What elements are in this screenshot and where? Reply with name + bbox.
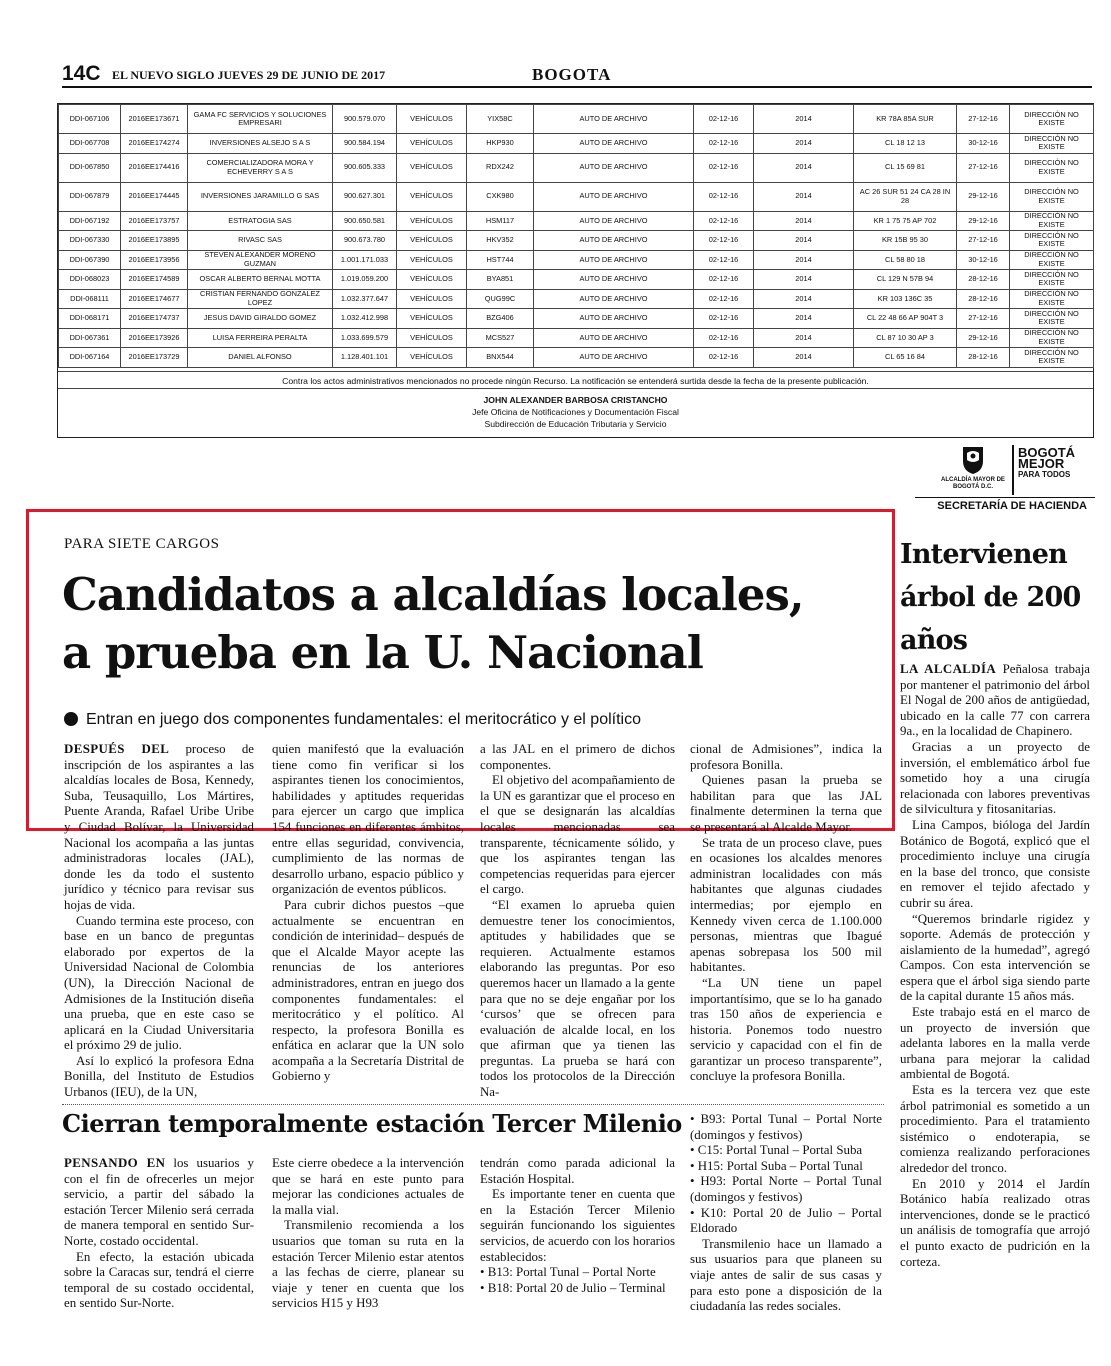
table-cell: 2016EE173671 [121, 105, 188, 134]
newspaper-dateline: EL NUEVO SIGLO JUEVES 29 DE JUNIO DE 2017 [112, 68, 386, 82]
table-cell: 30-12-16 [957, 134, 1010, 154]
table-cell: 02-12-16 [694, 289, 754, 309]
table-cell: AUTO DE ARCHIVO [534, 105, 694, 134]
signer-title: Jefe Oficina de Notificaciones y Documentación Fiscal [472, 407, 679, 417]
table-cell: AUTO DE ARCHIVO [534, 153, 694, 182]
table-cell: VEHÍCULOS [397, 211, 467, 231]
table-cell: QUG99C [467, 289, 534, 309]
table-cell: CL 15 69 81 [854, 153, 957, 182]
table-cell: 02-12-16 [694, 153, 754, 182]
table-row [59, 231, 1094, 251]
table-cell: RDX242 [467, 153, 534, 182]
table-cell: 2014 [754, 289, 854, 309]
table-cell: DDI-067361 [59, 328, 121, 348]
table-cell: 900.584.194 [333, 134, 397, 154]
table-cell: VEHÍCULOS [397, 328, 467, 348]
table-cell: DDI-067106 [59, 105, 121, 134]
signer-name: JOHN ALEXANDER BARBOSA CRISTANCHO [483, 395, 668, 405]
table-cell: CL 18 12 13 [854, 134, 957, 154]
table-cell: 2014 [754, 328, 854, 348]
table-cell: 29-12-16 [957, 328, 1010, 348]
table-cell: DIRECCIÓN NO EXISTE [1010, 270, 1094, 290]
table-cell: HST744 [467, 250, 534, 270]
table-cell: VEHÍCULOS [397, 348, 467, 368]
table-cell: DANIEL ALFONSO [188, 348, 333, 368]
table-cell: 28-12-16 [957, 270, 1010, 290]
table-cell: 900.627.301 [333, 182, 397, 211]
table-cell: 02-12-16 [694, 231, 754, 251]
table-cell: DIRECCIÓN NO EXISTE [1010, 289, 1094, 309]
table-cell: DIRECCIÓN NO EXISTE [1010, 309, 1094, 329]
table-cell: DDI-067390 [59, 250, 121, 270]
story1-column-3: a las JAL en el primero de dichos componentes. El objetivo del acompañamiento de la UN es garantizar que el proceso en el que se designarán las alcaldías locales mencionadas sea transparente, técnicamente sólido, y que los aspirantes tengan las competencias requeridas para ejercer el cargo. “El examen lo aprueba quien demuestre tener los conocimientos, aptitudes y habilidades que se requieren. Actualmente estamos elaborando las preguntas. Por eso queremos hacer un llamado a la gente para que no se deje engañar por los ‘cursos’ que se ofrecen para evaluación de alcalde local, en los que afirman que ya tienen las preguntas. La prueba se hará con todos los protocolos de la Dirección Na- [480, 742, 675, 1100]
story-kicker: PARA SIETE CARGOS [64, 536, 220, 552]
table-cell: OSCAR ALBERTO BERNAL MOTTA [188, 270, 333, 290]
table-cell: STEVEN ALEXANDER MORENO GUZMAN [188, 250, 333, 270]
table-cell: 2014 [754, 153, 854, 182]
table-cell: 27-12-16 [957, 153, 1010, 182]
story1-column-1: DESPUÉS DEL proceso de inscripción de los aspirantes a las alcaldías locales de Bosa, Kennedy, Suba, Teusaquillo, Los Mártires, Puente Aranda, Rafael Uribe Uribe y Ciudad Bolívar, la Universidad Nacional los acompaña a las juntas administradoras locales (JAL), donde les da todo el sustento jurídico y técnico para revisar sus hojas de vida. Cuando termina este proceso, con base en un banco de preguntas elaborado por expertos de la Universidad Nacional de Colombia (UN), la Dirección Nacional de Admisiones de la Institución diseña una prueba, que en este caso se aplicará en la Ciudad Universitaria el próximo 29 de julio. Así lo explicó la profesora Edna Bonilla, del Instituto de Estudios Urbanos (IEU), de la UN, [64, 742, 254, 1100]
route-item: • H93: Portal Norte – Portal Tunal (domingos y festivos) [690, 1174, 882, 1204]
table-row [59, 309, 1094, 329]
table-cell: 2014 [754, 270, 854, 290]
table-cell: 1.128.401.101 [333, 348, 397, 368]
table-cell: 1.001.171.033 [333, 250, 397, 270]
table-cell: 02-12-16 [694, 309, 754, 329]
table-cell: 28-12-16 [957, 348, 1010, 368]
coat-of-arms-icon [960, 445, 986, 475]
story-dek: Entran en juego dos componentes fundamentales: el meritocrático y el político [64, 711, 641, 729]
table-cell: AUTO DE ARCHIVO [534, 231, 694, 251]
table-cell: AUTO DE ARCHIVO [534, 328, 694, 348]
table-cell: 2014 [754, 105, 854, 134]
table-cell: CL 87 10 30 AP 3 [854, 328, 957, 348]
table-cell: 1.032.412.998 [333, 309, 397, 329]
table-cell: 900.605.333 [333, 153, 397, 182]
table-cell: 02-12-16 [694, 134, 754, 154]
story3-column: LA ALCALDÍA Peñalosa trabaja por mantener el patrimonio del árbol El Nogal de 200 años de antigüedad, ubicado en la calle 77 con carrera 9a., en la localidad de Chapinero. Gracias a un proyecto de inversión, el emblemático árbol fue sometido hoy a una cirugía relacionada con labores preventivas de silvicultura y fitosanitarias. Lina Campos, bióloga del Jardín Botánico de Bogotá, explicó que el procedimiento incluye una cirugía en la base del tronco, que consiste en remover el tejido afectado y cubrir su área. “Queremos brindarle rigidez y soporte. Además de protección y aislamiento de la humedad”, agregó Campos. Con esta intervención se espera que el árbol siga siendo parte de la capital durante 15 años más. Este trabajo está en el marco de un proyecto de inversión que adelanta labores en la malla verde urbana para mejorar la calidad ambiental de Bogotá. Esta es la tercera vez que este árbol patrimonial es sometido a un procedimiento. Para el tratamiento sistémico o endoterapia, se comienza realizando perforaciones alrededor del tronco. En 2010 y 2014 el Jardín Botánico había realizado otras intervenciones, donde se le practicó un análisis de tomografía que arrojó el punto exacto de pudrición en la corteza. [900, 662, 1090, 1269]
table-cell: 2016EE173757 [121, 211, 188, 231]
table-cell: 2016EE174677 [121, 289, 188, 309]
table-cell: CRISTIAN FERNANDO GONZALEZ LOPEZ [188, 289, 333, 309]
alcaldia-label: ALCALDÍA MAYOR DE BOGOTÁ D.C. [941, 477, 1005, 490]
table-cell: CL 58 80 18 [854, 250, 957, 270]
table-cell: HKP930 [467, 134, 534, 154]
table-cell: YIX58C [467, 105, 534, 134]
table-cell: VEHÍCULOS [397, 270, 467, 290]
story2-headline: Cierran temporalmente estación Tercer Milenio [62, 1109, 682, 1138]
story2-column-2: Este cierre obedece a la intervención que se hará en este punto para mejorar las condiciones actuales de la malla vial. Transmilenio recomienda a los usuarios que toman su ruta en la estación Tercer Milenio estar atentos a las fechas de cierre, planear su viaje y tener en cuenta que los servicios H15 y H93 [272, 1156, 464, 1311]
table-cell: VEHÍCULOS [397, 309, 467, 329]
table-cell: AC 26 SUR 51 24 CA 28 IN 28 [854, 182, 957, 211]
table-cell: AUTO DE ARCHIVO [534, 348, 694, 368]
table-cell: AUTO DE ARCHIVO [534, 211, 694, 231]
table-cell: AUTO DE ARCHIVO [534, 182, 694, 211]
table-cell: VEHÍCULOS [397, 182, 467, 211]
table-cell: 27-12-16 [957, 105, 1010, 134]
table-cell: 02-12-16 [694, 270, 754, 290]
table-cell: BNX544 [467, 348, 534, 368]
table-cell: 900.579.070 [333, 105, 397, 134]
story2-column-4: • B93: Portal Tunal – Portal Norte (domingos y festivos) • C15: Portal Tunal – Portal Suba • H15: Portal Suba – Portal Tunal • H93: Portal Norte – Portal Tunal (domingos y festivos) • K10: Portal 20 de Julio – Portal Eldorado Transmilenio hace un llamado a sus usuarios para que planeen su viaje antes de salir de sus casas y para esto pone a disposición de la ciudadanía las redes sociales. [690, 1112, 882, 1314]
table-cell: 02-12-16 [694, 328, 754, 348]
table-cell: DIRECCIÓN NO EXISTE [1010, 182, 1094, 211]
table-cell: 1.033.699.579 [333, 328, 397, 348]
route-item: • K10: Portal 20 de Julio – Portal Eldorado [690, 1205, 882, 1236]
table-cell: CL 129 N 57B 94 [854, 270, 957, 290]
table-cell: HSM117 [467, 211, 534, 231]
table-cell: 30-12-16 [957, 250, 1010, 270]
route-item: • B18: Portal 20 de Julio – Terminal [480, 1280, 666, 1295]
table-cell: 29-12-16 [957, 211, 1010, 231]
table-row [59, 211, 1094, 231]
table-cell: VEHÍCULOS [397, 105, 467, 134]
table-cell: VEHÍCULOS [397, 289, 467, 309]
table-cell: ESTRATOGIA SAS [188, 211, 333, 231]
table-cell: AUTO DE ARCHIVO [534, 309, 694, 329]
logo-divider [1012, 445, 1014, 495]
table-cell: COMERCIALIZADORA MORA Y ECHEVERRY S A S [188, 153, 333, 182]
table-cell: CL 65 16 84 [854, 348, 957, 368]
table-cell: 2014 [754, 231, 854, 251]
table-cell: DDI-068111 [59, 289, 121, 309]
table-cell: 27-12-16 [957, 309, 1010, 329]
masthead-rule [62, 86, 1092, 88]
table-cell: BZG406 [467, 309, 534, 329]
route-item: • C15: Portal Tunal – Portal Suba [690, 1143, 863, 1158]
table-cell: CL 22 48 66 AP 904T 3 [854, 309, 957, 329]
route-item: • B13: Portal Tunal – Portal Norte [480, 1265, 656, 1280]
table-row [59, 105, 1094, 134]
signature-block [58, 394, 1093, 430]
table-cell: DIRECCIÓN NO EXISTE [1010, 105, 1094, 134]
secretaria-label: SECRETARÍA DE HACIENDA [937, 500, 1087, 512]
table-cell: KR 15B 95 30 [854, 231, 957, 251]
table-cell: INVERSIONES ALSEJO S A S [188, 134, 333, 154]
table-cell: 2014 [754, 309, 854, 329]
story2-column-1: PENSANDO EN los usuarios y con el fin de ofrecerles un mejor servicio, a partir del sábado la estación Tercer Milenio será cerrada de manera temporal en sentido Sur-Norte, costado occidental. En efecto, la estación ubicada sobre la Caracas sur, tendrá el cierre temporal de su costado occidental, en sentido Sur-Norte. [64, 1156, 254, 1311]
table-cell: DIRECCIÓN NO EXISTE [1010, 153, 1094, 182]
page-number: 14C [62, 62, 101, 85]
table-cell: LUISA FERREIRA PERALTA [188, 328, 333, 348]
table-cell: 2016EE174445 [121, 182, 188, 211]
table-cell: 2014 [754, 348, 854, 368]
table-row [59, 328, 1094, 348]
table-cell: JESUS DAVID GIRALDO GOMEZ [188, 309, 333, 329]
table-cell: 900.650.581 [333, 211, 397, 231]
table-cell: 02-12-16 [694, 182, 754, 211]
table-cell: DDI-067850 [59, 153, 121, 182]
table-row [59, 270, 1094, 290]
bogota-logo-block [915, 443, 1095, 515]
table-cell: KR 103 136C 35 [854, 289, 957, 309]
table-cell: 2016EE174589 [121, 270, 188, 290]
table-cell: 29-12-16 [957, 182, 1010, 211]
table-cell: 2016EE173729 [121, 348, 188, 368]
table-cell: 2016EE174737 [121, 309, 188, 329]
table-cell: DIRECCIÓN NO EXISTE [1010, 134, 1094, 154]
table-cell: DDI-067330 [59, 231, 121, 251]
bogota-mejor-wordmark: BOGOTÁ MEJOR PARA TODOS [1018, 445, 1076, 479]
table-cell: DIRECCIÓN NO EXISTE [1010, 348, 1094, 368]
table-cell: 2014 [754, 250, 854, 270]
story1-column-4: cional de Admisiones”, indica la profesora Bonilla. Quienes pasan la prueba se habilitan para que las JAL finalmente determinen la terna que se presentará al Alcalde Mayor. Se trata de un proceso clave, pues en ocasiones los alcaldes menores administran localidades con más habitantes que algunas ciudades intermedias; por ejemplo en Kennedy viven cerca de 1.100.000 personas, mientras que Ibagué apenas sobrepasa los 500 mil habitantes. “La UN tiene un papel importantísimo, que se lo ha ganado tras 150 años de experiencia e historia. Ponemos todo nuestro servicio y capacidad con el fin de garantizar un proceso transparente”, concluye la profesora Bonilla. [690, 742, 882, 1084]
table-cell: DDI-067879 [59, 182, 121, 211]
table-row [59, 250, 1094, 270]
table-cell: 2016EE174416 [121, 153, 188, 182]
table-row [59, 348, 1094, 368]
table-cell: DDI-067192 [59, 211, 121, 231]
table-cell: 2014 [754, 211, 854, 231]
route-item: • B93: Portal Tunal – Portal Norte (domingos y festivos) [690, 1112, 882, 1142]
table-cell: VEHÍCULOS [397, 231, 467, 251]
table-cell: AUTO DE ARCHIVO [534, 134, 694, 154]
table-cell: RIVASC SAS [188, 231, 333, 251]
table-cell: 2016EE173926 [121, 328, 188, 348]
notification-table [58, 104, 1094, 368]
bullet-icon [64, 712, 78, 726]
table-cell: 27-12-16 [957, 231, 1010, 251]
signer-department: Subdirección de Educación Tributaria y Servicio [484, 419, 667, 429]
table-cell: KR 1 75 75 AP 702 [854, 211, 957, 231]
table-cell: 2016EE173956 [121, 250, 188, 270]
table-cell: DDI-067708 [59, 134, 121, 154]
route-item: • H15: Portal Suba – Portal Tunal [690, 1158, 863, 1173]
table-cell: DDI-067164 [59, 348, 121, 368]
story1-column-2: quien manifestó que la evaluación tiene como fin verificar si los aspirantes tienen los conocimientos, habilidades y aptitudes requeridas para ejercer un cargo que implica 154 funciones en diferentes ámbitos, entre ellas seguridad, convivencia, cumplimiento de las normas de desarrollo urbano, espacio público y organización de eventos públicos. Para cubrir dichos puestos –que actualmente se encuentran en condición de interinidad– después de que el Alcalde Mayor acepte las renuncias de los anteriores administradores, entran en juego dos componentes fundamentales: el meritocrático y el político. Al respecto, la profesora Bonilla es enfática en aclarar que la UN solo acompaña a la Secretaría Distrital de Gobierno y [272, 742, 464, 1084]
table-cell: DIRECCIÓN NO EXISTE [1010, 250, 1094, 270]
table-cell: DDI-068023 [59, 270, 121, 290]
story3-headline: Intervienen árbol de 200 años [900, 539, 1081, 656]
table-row [59, 134, 1094, 154]
table-cell: 900.673.780 [333, 231, 397, 251]
notification-table-block [57, 103, 1094, 438]
legal-notice: Contra los actos administrativos mencionados no procede ningún Recurso. La notificación se entenderá surtida desde la fecha de la presente publicación. [58, 371, 1093, 389]
story-headline: Candidatos a alcaldías locales, a prueba en la U. Nacional [62, 568, 804, 679]
table-cell: 28-12-16 [957, 289, 1010, 309]
table-cell: GAMA FC SERVICIOS Y SOLUCIONES EMPRESARI [188, 105, 333, 134]
table-cell: AUTO DE ARCHIVO [534, 270, 694, 290]
logo-rule [915, 497, 1095, 498]
table-cell: 02-12-16 [694, 105, 754, 134]
table-cell: 2016EE174274 [121, 134, 188, 154]
table-cell: 02-12-16 [694, 211, 754, 231]
table-cell: VEHÍCULOS [397, 250, 467, 270]
table-cell: DIRECCIÓN NO EXISTE [1010, 231, 1094, 251]
table-cell: HKV352 [467, 231, 534, 251]
table-cell: 02-12-16 [694, 250, 754, 270]
table-cell: VEHÍCULOS [397, 134, 467, 154]
table-cell: MCS527 [467, 328, 534, 348]
table-cell: DDI-068171 [59, 309, 121, 329]
table-cell: CXK980 [467, 182, 534, 211]
table-row [59, 289, 1094, 309]
table-cell: DIRECCIÓN NO EXISTE [1010, 211, 1094, 231]
table-cell: 1.032.377.647 [333, 289, 397, 309]
masthead [62, 62, 1092, 86]
table-row [59, 153, 1094, 182]
table-cell: AUTO DE ARCHIVO [534, 250, 694, 270]
table-cell: 2016EE173895 [121, 231, 188, 251]
table-row [59, 182, 1094, 211]
story-divider [62, 1104, 884, 1105]
table-cell: 2014 [754, 182, 854, 211]
table-cell: AUTO DE ARCHIVO [534, 289, 694, 309]
table-cell: 2014 [754, 134, 854, 154]
table-cell: KR 78A 85A SUR [854, 105, 957, 134]
table-cell: INVERSIONES JARAMILLO G SAS [188, 182, 333, 211]
table-cell: 02-12-16 [694, 348, 754, 368]
table-cell: VEHÍCULOS [397, 153, 467, 182]
table-cell: BYA851 [467, 270, 534, 290]
table-cell: DIRECCIÓN NO EXISTE [1010, 328, 1094, 348]
story2-column-3: tendrán como parada adicional la Estación Hospital. Es importante tener en cuenta que en la Estación Tercer Milenio seguirán funcionando los siguientes servicios, de acuerdo con los horarios establecidos: • B13: Portal Tunal – Portal Norte • B18: Portal 20 de Julio – Terminal [480, 1156, 675, 1295]
table-cell: 1.019.059.200 [333, 270, 397, 290]
section-title: BOGOTA [532, 65, 612, 84]
